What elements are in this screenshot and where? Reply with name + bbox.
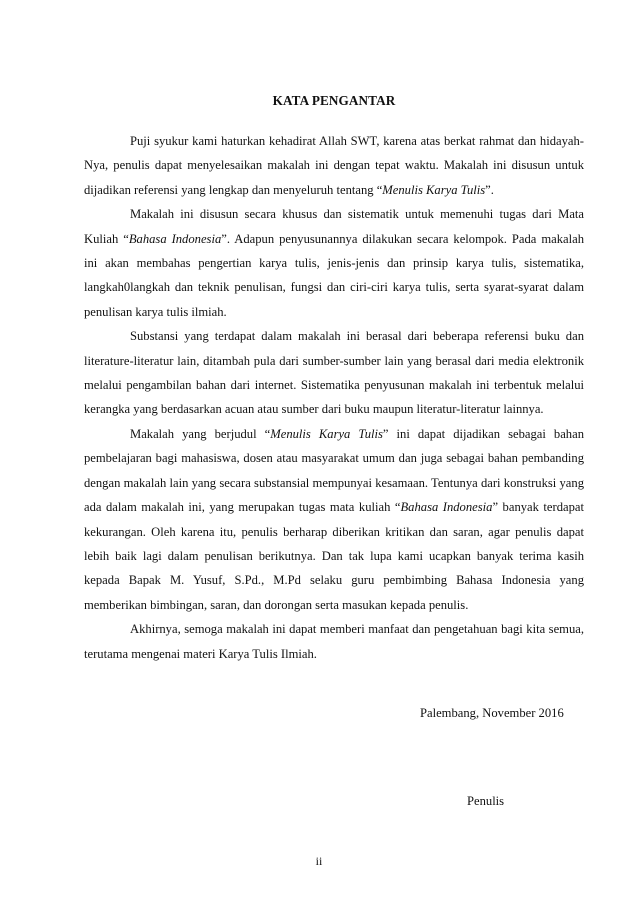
paragraph — [84, 324, 584, 422]
paragraph-text: Akhirnya, semoga makalah ini dapat memberi manfaat dan pengetahuan bagi kita semua, terutama mengenai materi Karya Tulis Ilmiah. — [84, 622, 584, 661]
paragraph — [84, 422, 584, 617]
page-number: ii — [315, 854, 323, 868]
page-title: KATA PENGANTAR — [272, 93, 396, 108]
italic-text: Bahasa Indonesia — [400, 500, 493, 515]
italic-text: Menulis Karya Tulis — [382, 182, 486, 197]
paragraph-text: ” ini dapat dijadikan sebagai bahan pembelajaran bagi mahasiswa, dosen atau masyarakat umum dan juga sebagai bahan pembanding dengan makalah lain yang secara substansial mempunyai kesamaan. Tentunya dari konstruksi yang ada dalam makalah ini, yang merupakan tugas mata kuliah “ — [84, 426, 584, 515]
italic-text: Menulis Karya Tulis — [270, 426, 383, 441]
paragraph — [84, 202, 584, 324]
paragraph — [84, 129, 584, 202]
signoff-author: Penulis — [467, 794, 505, 808]
paragraph-text: Puji syukur kami haturkan kehadirat Allah SWT, karena atas berkat rahmat dan hidayah-Nya, penulis dapat menyelesaikan makalah ini dengan tepat waktu. Makalah ini disusun untuk dijadikan referensi yang lengkap dan menyeluruh tentang “ — [84, 134, 584, 197]
italic-text: Bahasa Indonesia — [128, 231, 222, 246]
paragraph-text: Makalah yang berjudul “ — [130, 426, 271, 441]
paragraph — [84, 617, 584, 666]
body-text — [84, 129, 584, 666]
paragraph-text: ” banyak terdapat kekurangan. Oleh karena itu, penulis berharap diberikan kritikan dan saran, agar penulis dapat lebih baik lagi dalam penulisan berikutnya. Dan tak lupa kami ucapkan banyak terima kasih kepada Bapak M. Yusuf, S.Pd., M.Pd selaku guru pembimbing Bahasa Indonesia yang memberikan bimbingan, saran, dan dorongan serta masukan kepada penulis. — [84, 500, 584, 612]
signoff-place-date: Palembang, November 2016 — [420, 706, 564, 720]
paragraph-text: Makalah ini disusun secara khusus dan sistematik untuk memenuhi tugas dari Mata Kuliah “ — [84, 207, 584, 246]
paragraph-text: ”. Adapun penyusunannya dilakukan secara kelompok. Pada makalah ini akan membahas pengertian karya tulis, jenis-jenis dan prinsip karya tulis, sistematika, langkah0langkah dan teknik penulisan, fungsi dan ciri-ciri karya tulis, serta syarat-syarat dalam penulisan karya tulis ilmiah. — [84, 231, 584, 319]
paragraph-text: Substansi yang terdapat dalam makalah ini berasal dari beberapa referensi buku dan literature-literatur lain, ditambah pula dari sumber-sumber lain yang berasal dari media elektronik melalui pengambilan bahan dari internet. Sistematika penyusunan makalah ini terbentuk melalui kerangka yang berdasarkan acuan atau sumber dari buku maupun literatur-literatur lainnya. — [84, 329, 584, 417]
paragraph-text: ”. — [485, 182, 494, 197]
